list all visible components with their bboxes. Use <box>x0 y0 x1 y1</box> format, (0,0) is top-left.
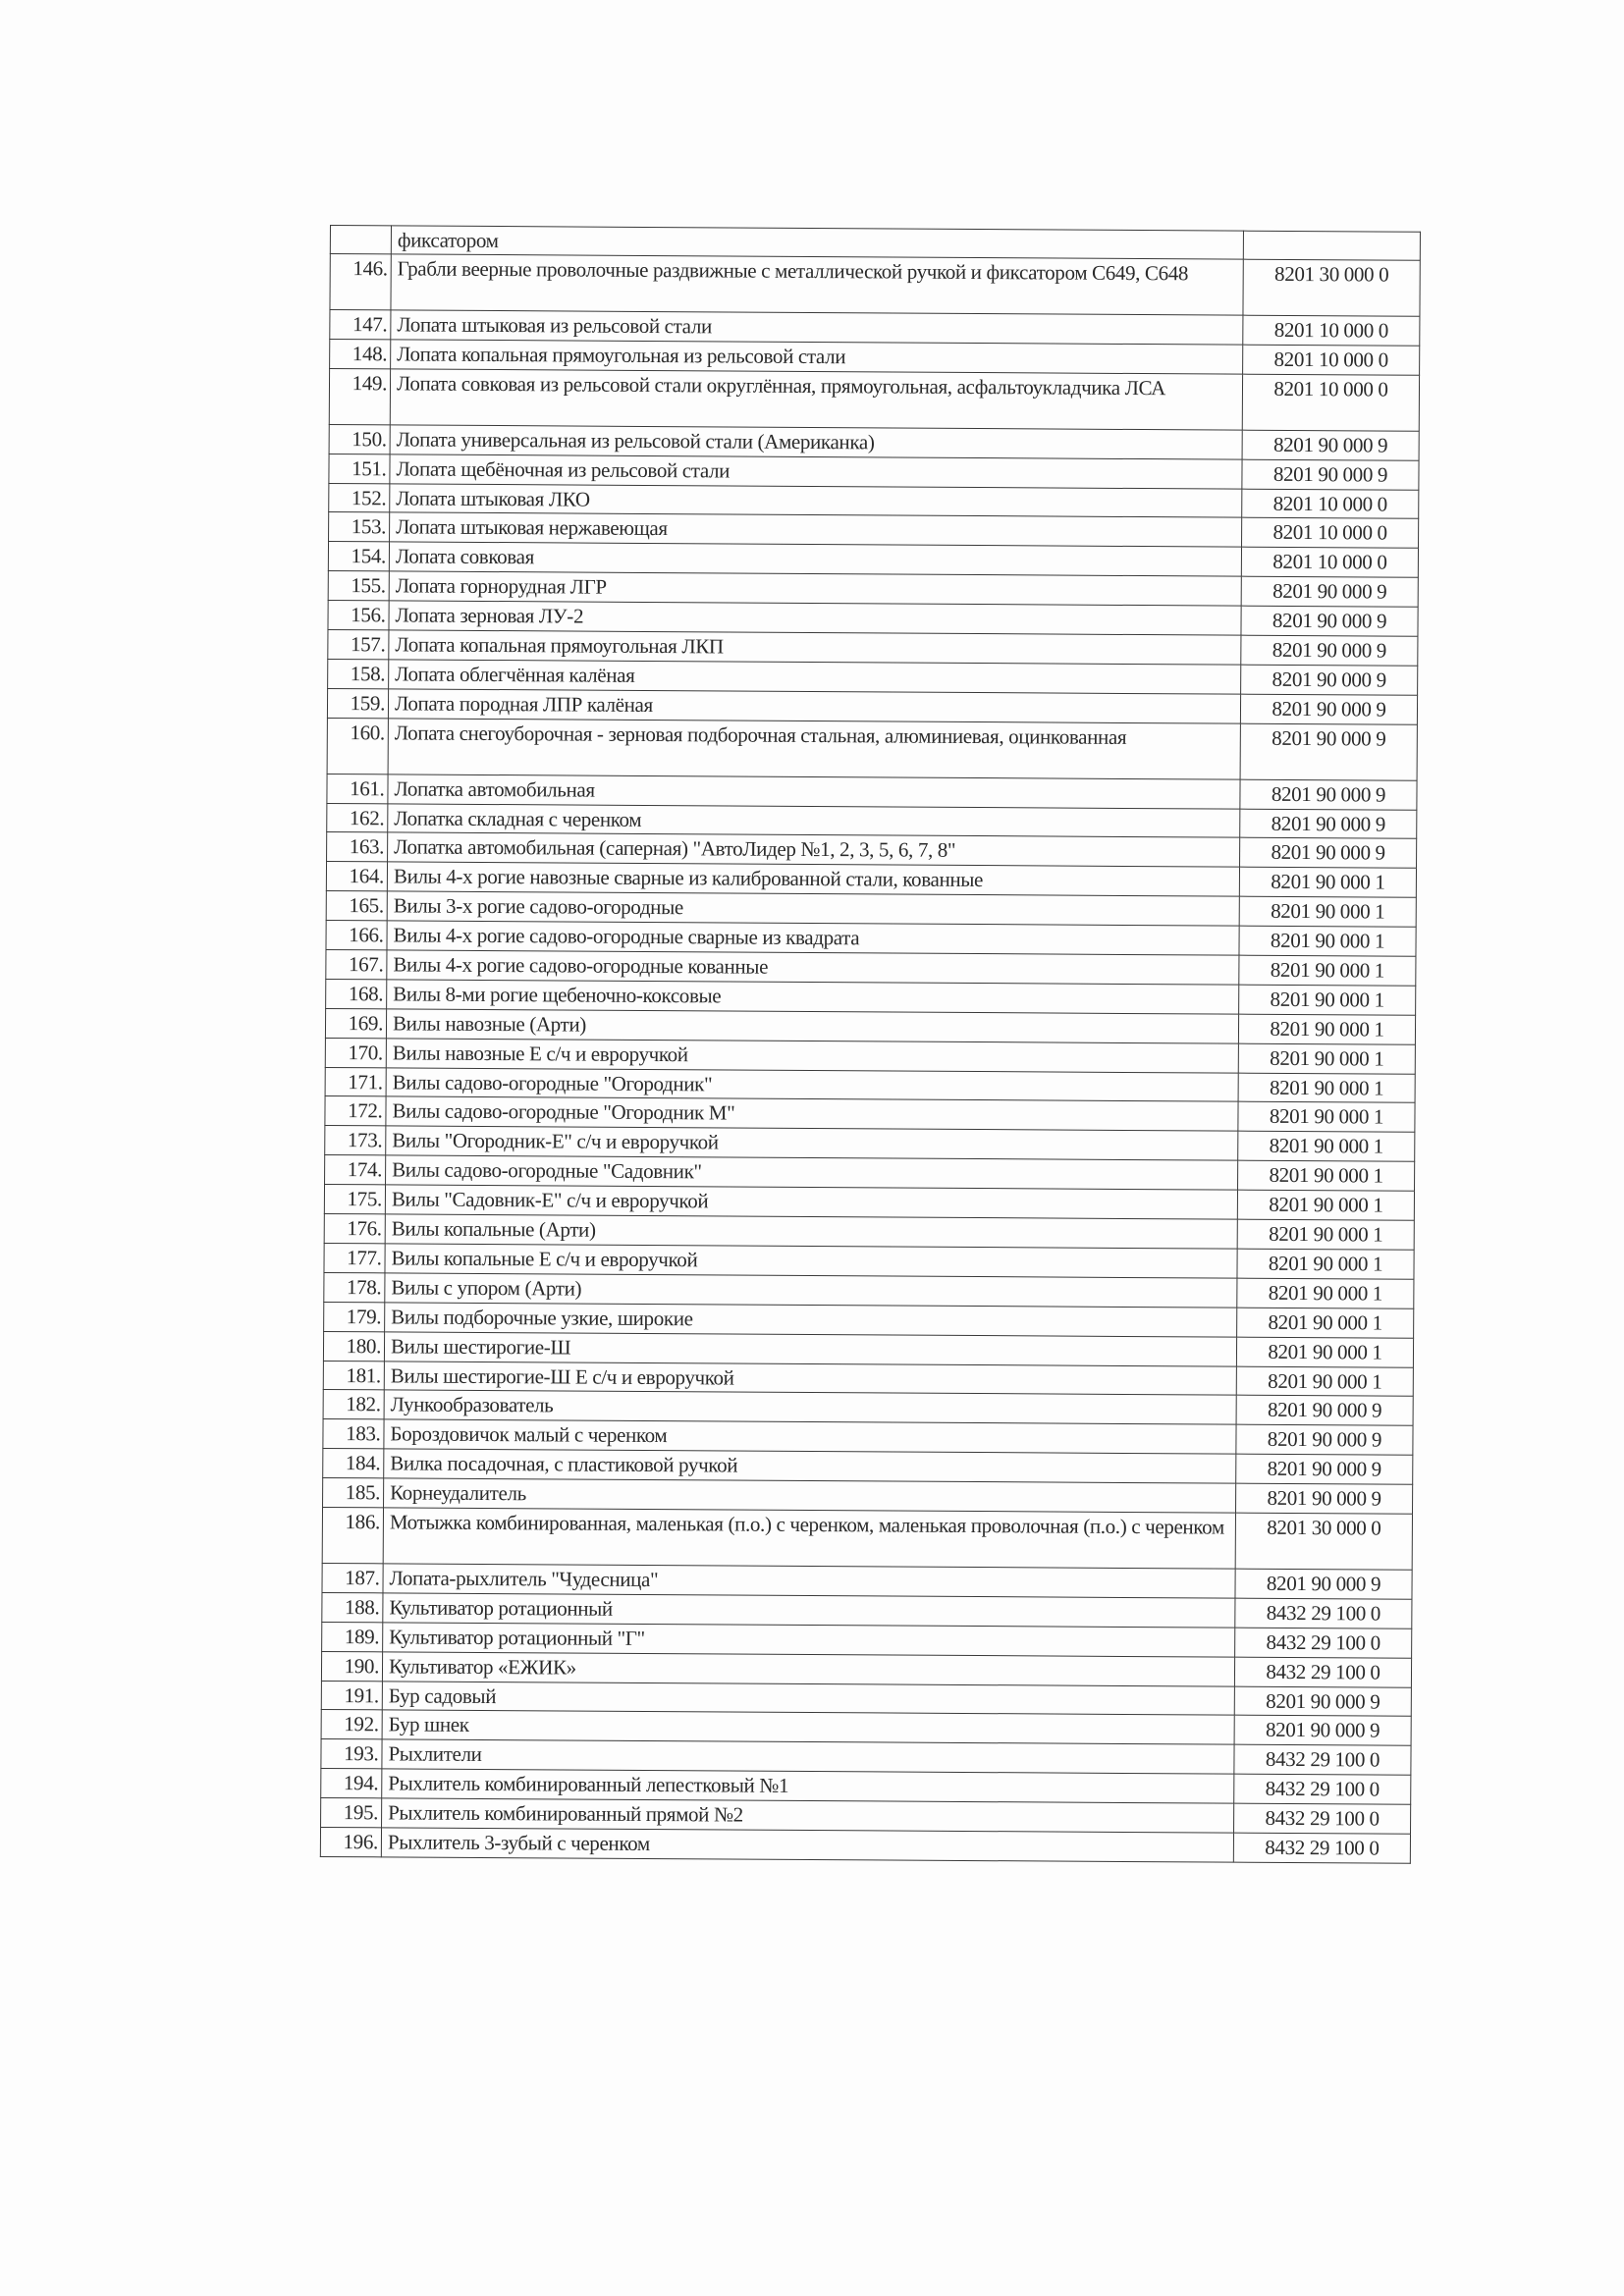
row-tnved-code: 8432 29 100 0 <box>1233 1833 1410 1863</box>
row-item-name: Лопата совковая <box>389 542 1241 576</box>
table-row <box>329 368 1419 431</box>
row-tnved-code: 8201 90 000 1 <box>1238 1102 1415 1133</box>
row-number: 166. <box>326 921 387 950</box>
row-tnved-code: 8201 30 000 0 <box>1243 259 1420 316</box>
row-tnved-code: 8201 90 000 1 <box>1239 985 1416 1015</box>
row-number: 175. <box>324 1185 385 1214</box>
row-number: 180. <box>323 1331 384 1361</box>
row-item-name: Вилы копальные (Арти) <box>385 1214 1237 1249</box>
row-tnved-code: 8201 90 000 1 <box>1239 868 1416 898</box>
row-number: 170. <box>325 1038 386 1067</box>
row-number: 178. <box>324 1272 385 1302</box>
row-item-name: Вилы 4-х рогие садово-огородные сварные из квадрата <box>387 921 1239 955</box>
row-item-name: Лопата копальная прямоугольная из рельсовой стали <box>391 340 1243 374</box>
row-tnved-code: 8201 90 000 9 <box>1241 665 1418 695</box>
row-number: 188. <box>322 1592 383 1622</box>
row-item-name: Вилы шестирогие-Ш Е с/ч и евроручкой <box>384 1361 1236 1395</box>
row-tnved-code: 8201 90 000 1 <box>1238 1160 1415 1191</box>
row-item-name: Культиватор «ЕЖИК» <box>382 1651 1234 1685</box>
row-item-name: Лопата снегоуборочная - зерновая подборочная стальная, алюминиевая, оцинкованная <box>388 719 1240 779</box>
row-tnved-code: 8201 90 000 9 <box>1240 779 1417 810</box>
row-tnved-code: 8201 90 000 1 <box>1237 1278 1414 1308</box>
row-item-name: Лопата щебёночная из рельсовой стали <box>390 454 1242 489</box>
row-item-name: Лопата совковая из рельсовой стали округлённая, прямоугольная, асфальтоукладчика ЛСА <box>390 369 1242 430</box>
row-tnved-code: 8201 30 000 0 <box>1235 1513 1412 1570</box>
row-item-name: Вилы шестирогие-Ш <box>384 1331 1236 1365</box>
row-number: 182. <box>323 1390 384 1419</box>
table-row <box>327 718 1417 780</box>
row-item-name: Мотыжка комбинированная, маленькая (п.о.) с черенком, маленькая проволочная (п.о.) с черенком <box>383 1508 1235 1569</box>
row-number: 153. <box>329 512 390 542</box>
row-item-name: Вилы навозные Е с/ч и евроручкой <box>386 1039 1238 1073</box>
row-tnved-code: 8201 90 000 1 <box>1237 1190 1414 1220</box>
table-row <box>322 1507 1412 1570</box>
row-number: 155. <box>328 571 389 601</box>
row-number: 176. <box>324 1214 385 1244</box>
row-tnved-code: 8432 29 100 0 <box>1234 1744 1411 1775</box>
row-item-name: Лопата универсальная из рельсовой стали (Американка) <box>390 425 1242 459</box>
row-item-name: Вилы 4-х рогие садово-огородные кованные <box>387 950 1239 985</box>
row-tnved-code: 8201 90 000 9 <box>1240 809 1417 839</box>
row-number: 161. <box>327 774 388 803</box>
row-number: 158. <box>328 659 389 688</box>
row-item-name: Рыхлители <box>382 1739 1234 1774</box>
row-number: 157. <box>328 630 389 660</box>
row-tnved-code: 8201 90 000 9 <box>1236 1483 1413 1514</box>
row-number: 164. <box>326 862 387 891</box>
row-tnved-code: 8201 10 000 0 <box>1242 374 1419 431</box>
row-tnved-code: 8201 90 000 9 <box>1241 635 1418 666</box>
row-number: 162. <box>327 803 388 832</box>
row-tnved-code: 8201 90 000 1 <box>1236 1366 1413 1397</box>
row-number: 160. <box>327 718 388 774</box>
row-number: 169. <box>325 1008 386 1038</box>
row-number: 154. <box>328 542 389 571</box>
row-tnved-code: 8432 29 100 0 <box>1235 1628 1412 1658</box>
row-item-name: Вилы садово-огородные "Огородник" <box>386 1067 1238 1101</box>
row-item-name: Лопата породная ЛПР калёная <box>388 689 1240 723</box>
row-number: 183. <box>323 1419 384 1449</box>
row-tnved-code <box>1243 231 1420 260</box>
row-tnved-code: 8201 90 000 1 <box>1239 896 1416 927</box>
row-item-name: Рыхлитель 3-зубый с черенком <box>381 1828 1233 1862</box>
table-row <box>330 254 1420 317</box>
goods-table <box>320 225 1421 1864</box>
row-number: 150. <box>329 424 390 454</box>
row-item-name: Культиватор ротационный <box>383 1593 1235 1628</box>
row-number: 146. <box>330 254 391 310</box>
row-item-name: фиксатором <box>391 226 1243 259</box>
row-tnved-code: 8201 90 000 1 <box>1239 955 1416 986</box>
row-tnved-code: 8201 90 000 9 <box>1240 723 1417 780</box>
row-item-name: Культиватор ротационный "Г" <box>383 1623 1235 1657</box>
row-tnved-code: 8201 90 000 1 <box>1238 1073 1415 1103</box>
row-item-name: Вилы "Огородник-Е" с/ч и евроручкой <box>386 1126 1238 1160</box>
goods-table-body <box>320 226 1420 1864</box>
row-number: 174. <box>325 1155 386 1185</box>
row-number: 177. <box>324 1243 385 1272</box>
row-item-name: Лопата облегчённая калёная <box>389 660 1241 694</box>
row-item-name: Рыхлитель комбинированный лепестковый №1 <box>382 1769 1234 1803</box>
row-number: 192. <box>321 1710 382 1739</box>
row-tnved-code: 8201 10 000 0 <box>1243 315 1420 346</box>
row-number: 172. <box>325 1096 386 1126</box>
row-tnved-code: 8201 90 000 1 <box>1238 1132 1415 1162</box>
row-tnved-code: 8201 90 000 9 <box>1234 1686 1411 1717</box>
row-tnved-code: 8201 10 000 0 <box>1243 345 1420 375</box>
row-tnved-code: 8201 90 000 1 <box>1237 1219 1414 1250</box>
row-item-name: Лопата горнорудная ЛГР <box>389 571 1241 606</box>
row-tnved-code: 8201 90 000 9 <box>1242 430 1419 460</box>
row-tnved-code: 8201 90 000 1 <box>1238 1014 1415 1044</box>
row-item-name: Лопата копальная прямоугольная ЛКП <box>389 630 1241 665</box>
row-number: 181. <box>323 1361 384 1390</box>
row-tnved-code: 8201 90 000 1 <box>1238 1043 1415 1074</box>
row-item-name: Вилы 8-ми рогие щебеночно-коксовые <box>387 980 1239 1014</box>
row-item-name: Лопата штыковая нержавеющая <box>390 512 1242 547</box>
row-item-name: Грабли веерные проволочные раздвижные с металлической ручкой и фиксатором С649, С648 <box>391 254 1243 315</box>
row-tnved-code: 8432 29 100 0 <box>1235 1598 1412 1629</box>
row-tnved-code: 8432 29 100 0 <box>1234 1803 1411 1834</box>
row-item-name: Вилы навозные (Арти) <box>386 1009 1238 1043</box>
row-tnved-code: 8201 90 000 9 <box>1236 1454 1413 1484</box>
row-tnved-code: 8201 90 000 1 <box>1236 1337 1413 1367</box>
row-item-name: Лункообразователь <box>384 1390 1236 1424</box>
row-tnved-code: 8201 10 000 0 <box>1242 489 1419 519</box>
row-number: 191. <box>321 1681 382 1710</box>
row-number: 167. <box>326 950 387 980</box>
row-item-name: Лопата зерновая ЛУ-2 <box>389 601 1241 635</box>
row-tnved-code: 8201 90 000 1 <box>1237 1308 1414 1338</box>
table-row <box>320 1827 1410 1863</box>
row-tnved-code: 8201 90 000 9 <box>1240 838 1417 869</box>
row-item-name: Рыхлитель комбинированный прямой №2 <box>382 1798 1234 1833</box>
row-tnved-code: 8201 90 000 9 <box>1235 1569 1412 1599</box>
row-item-name: Вилы садово-огородные "Садовник" <box>386 1155 1238 1190</box>
row-tnved-code: 8201 10 000 0 <box>1241 548 1418 578</box>
row-item-name: Корнеудалитель <box>384 1478 1236 1513</box>
row-item-name: Бур шнек <box>382 1710 1234 1744</box>
row-item-name: Вилы подборочные узкие, широкие <box>385 1303 1237 1337</box>
row-number: 189. <box>322 1622 383 1651</box>
row-number: 184. <box>323 1449 384 1478</box>
row-number: 159. <box>327 688 388 718</box>
row-item-name: Бур садовый <box>382 1681 1234 1715</box>
row-number: 190. <box>321 1651 382 1681</box>
row-number: 147. <box>330 310 391 340</box>
row-number: 187. <box>322 1563 383 1592</box>
row-number: 185. <box>323 1478 384 1508</box>
row-tnved-code: 8201 90 000 9 <box>1241 576 1418 607</box>
row-number: 171. <box>325 1067 386 1096</box>
row-item-name: Бороздовичок малый с черенком <box>384 1419 1236 1454</box>
row-item-name: Лопатка автомобильная (саперная) "АвтоЛидер №1, 2, 3, 5, 6, 7, 8" <box>388 832 1240 867</box>
row-item-name: Лопата штыковая из рельсовой стали <box>391 310 1243 345</box>
row-tnved-code: 8201 90 000 9 <box>1242 459 1419 490</box>
row-item-name: Лопатка автомобильная <box>388 774 1240 809</box>
row-item-name: Лопата-рыхлитель "Чудесница" <box>383 1564 1235 1598</box>
row-item-name: Вилы 4-х рогие навозные сварные из калиброванной стали, кованные <box>387 862 1239 896</box>
row-tnved-code: 8432 29 100 0 <box>1234 1657 1411 1687</box>
row-tnved-code: 8201 90 000 9 <box>1236 1424 1413 1455</box>
row-tnved-code: 8201 90 000 1 <box>1239 926 1416 956</box>
row-item-name: Вилы 3-х рогие садово-огородные <box>387 891 1239 926</box>
row-tnved-code: 8201 90 000 1 <box>1237 1249 1414 1279</box>
row-item-name: Вилы копальные Е с/ч и евроручкой <box>385 1244 1237 1278</box>
row-number: 173. <box>325 1126 386 1155</box>
row-tnved-code: 8201 90 000 9 <box>1241 606 1418 636</box>
row-item-name: Вилы садово-огородные "Огородник М" <box>386 1096 1238 1131</box>
row-number: 152. <box>329 483 390 512</box>
row-tnved-code: 8201 90 000 9 <box>1240 694 1417 724</box>
row-number <box>330 226 391 254</box>
row-tnved-code: 8201 90 000 9 <box>1234 1716 1411 1746</box>
row-number: 148. <box>330 339 391 368</box>
row-item-name: Вилка посадочная, с пластиковой ручкой <box>384 1449 1236 1483</box>
row-number: 179. <box>324 1302 385 1331</box>
row-item-name: Лопата штыковая ЛКО <box>390 483 1242 517</box>
row-number: 195. <box>321 1798 382 1828</box>
row-number: 151. <box>329 454 390 483</box>
row-tnved-code: 8201 10 000 0 <box>1242 518 1419 549</box>
row-number: 168. <box>326 979 387 1008</box>
row-item-name: Вилы с упором (Арти) <box>385 1273 1237 1308</box>
row-number: 193. <box>321 1739 382 1769</box>
row-item-name: Лопатка складная с черенком <box>388 803 1240 837</box>
row-number: 163. <box>327 832 388 862</box>
row-number: 194. <box>321 1769 382 1798</box>
row-number: 186. <box>322 1507 383 1563</box>
row-number: 196. <box>320 1827 381 1856</box>
row-number: 156. <box>328 601 389 630</box>
row-tnved-code: 8432 29 100 0 <box>1234 1774 1411 1804</box>
row-item-name: Вилы "Садовник-Е" с/ч и евроручкой <box>385 1185 1237 1219</box>
row-number: 165. <box>326 891 387 921</box>
row-tnved-code: 8201 90 000 9 <box>1236 1396 1413 1426</box>
row-number: 149. <box>329 368 390 424</box>
